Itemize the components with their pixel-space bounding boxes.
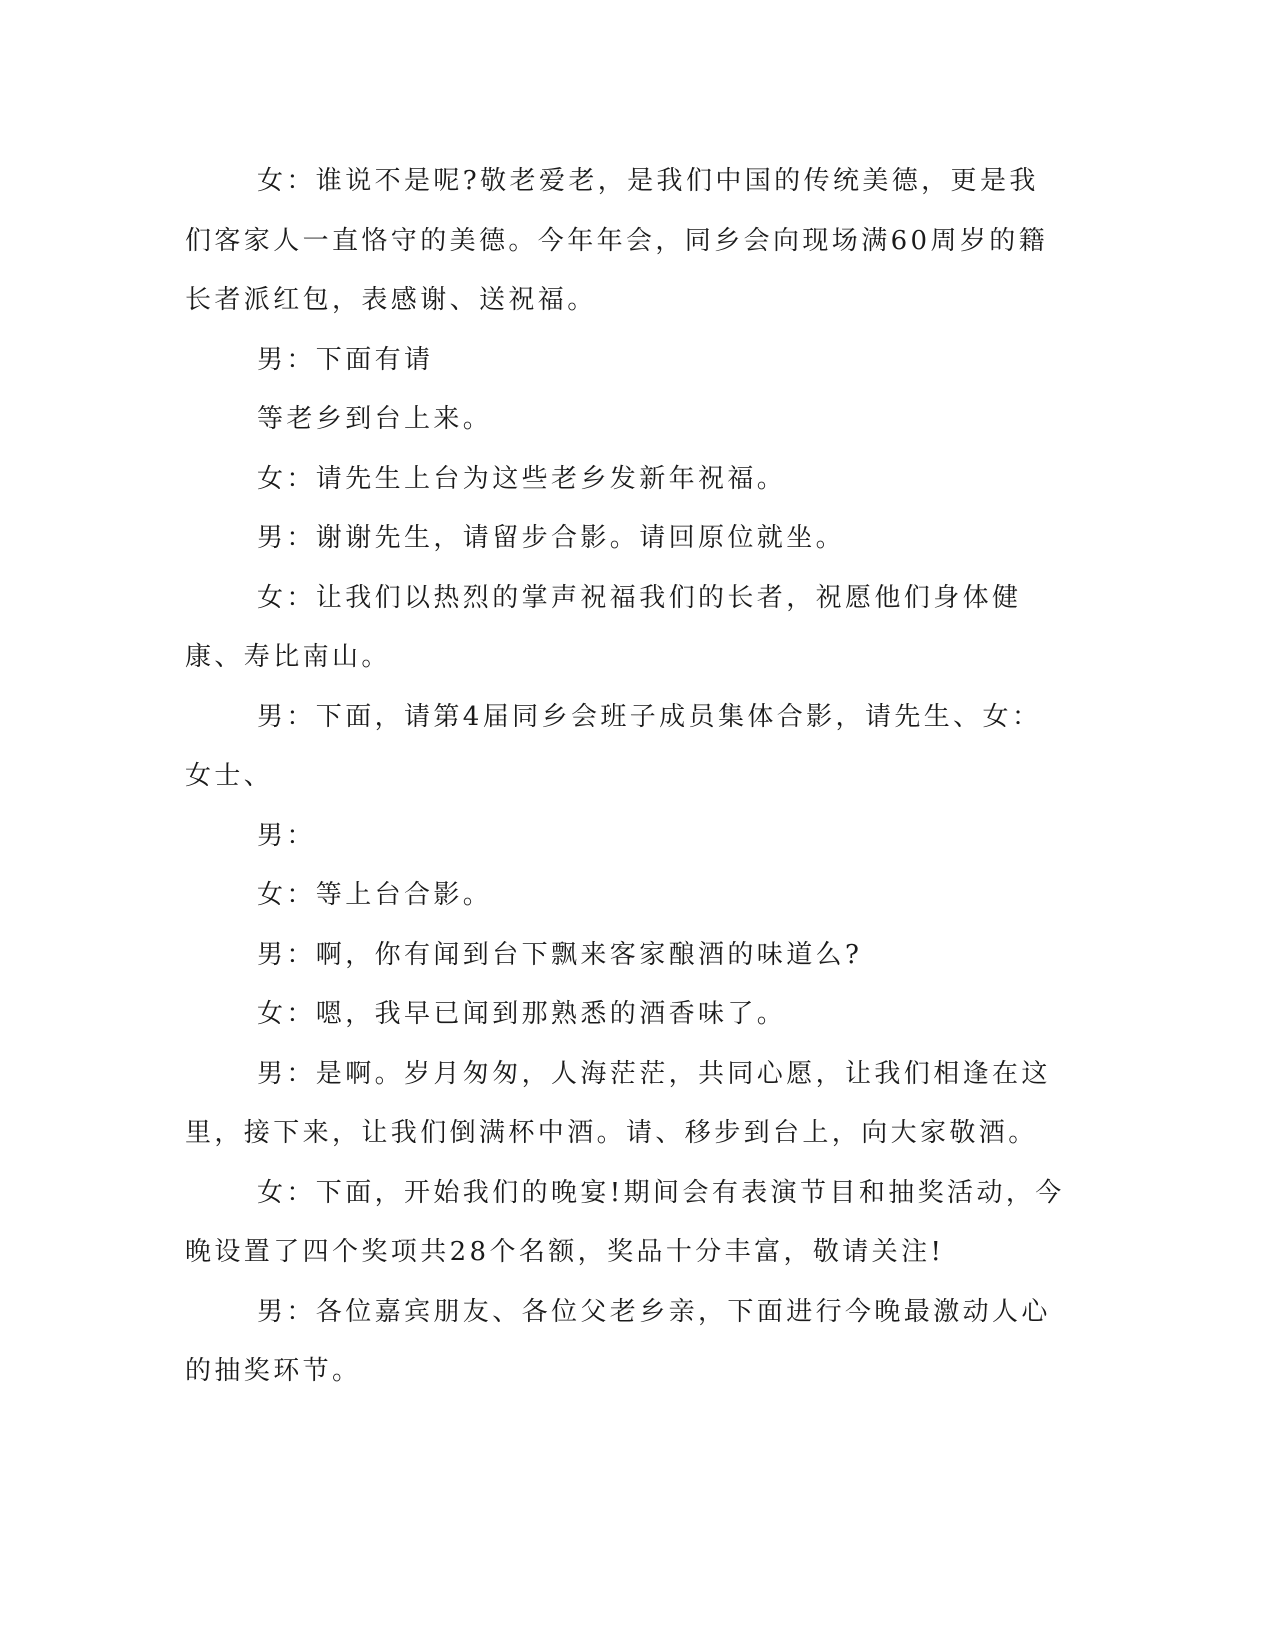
paragraph-2: 男：下面有请 [257,344,434,375]
paragraph-7: 男：下面，请第4届同乡会班子成员集体合影，请先生、女：女士、 [185,701,1042,791]
paragraph-10: 男：啊，你有闻到台下飘来客家酿酒的味道么? [257,939,863,970]
paragraph-1: 女：谁说不是呢?敬老爱老，是我们中国的传统美德，更是我们客家人一直恪守的美德。今年年会，同乡会向现场满60周岁的籍长者派红包，表感谢、送祝福。 [185,166,1049,315]
document-body [185,152,1065,1402]
paragraph-4: 女：请先生上台为这些老乡发新年祝福。 [257,463,787,494]
paragraph-11: 女：嗯，我早已闻到那熟悉的酒香味了。 [257,999,787,1029]
paragraph-14: 男：各位嘉宾朋友、各位父老乡亲，下面进行今晚最激动人心的抽奖环节。 [185,1296,1051,1386]
paragraph-9: 女：等上台合影。 [257,880,493,910]
paragraph-8: 男： [257,820,316,851]
paragraph-13: 女：下面，开始我们的晚宴!期间会有表演节目和抽奖活动，今晚设置了四个奖项共28个名额，奖品十分丰富，敬请关注! [185,1177,1065,1267]
paragraph-5: 男：谢谢先生，请留步合影。请回原位就坐。 [257,523,846,553]
paragraph-3: 等老乡到台上来。 [257,404,493,434]
paragraph-6: 女：让我们以热烈的掌声祝福我们的长者，祝愿他们身体健康、寿比南山。 [185,582,1022,672]
paragraph-12: 男：是啊。岁月匆匆，人海茫茫，共同心愿，让我们相逢在这里，接下来，让我们倒满杯中酒。请、移步到台上，向大家敬酒。 [185,1058,1051,1148]
